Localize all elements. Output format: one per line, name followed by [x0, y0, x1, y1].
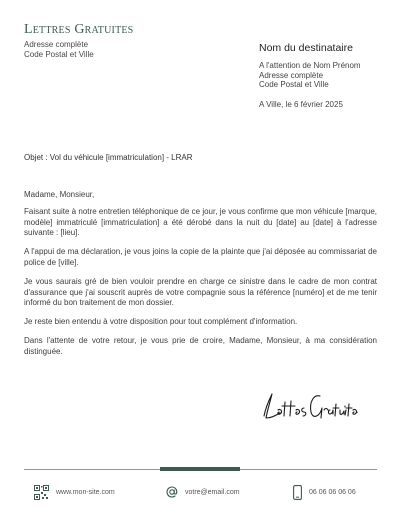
- sender-block: [24, 22, 224, 60]
- handwritten-signature: [258, 388, 358, 424]
- recipient-name: Nom du destinataire: [259, 42, 353, 54]
- footer-website-text[interactable]: www.mon-site.com: [56, 488, 115, 496]
- letter-date: A Ville, le 6 février 2025: [259, 100, 343, 109]
- footer-email: [166, 484, 240, 500]
- sender-postal: Code Postal et Ville: [24, 50, 94, 59]
- recipient-attention: A l'attention de Nom Prénom: [259, 61, 361, 70]
- footer-accent-bar: [160, 467, 240, 471]
- recipient-block: [259, 42, 394, 90]
- sender-address: Adresse complète: [24, 40, 89, 49]
- footer-website: [34, 484, 115, 500]
- at-sign-icon: [166, 486, 178, 498]
- recipient-address: Adresse complète: [259, 70, 324, 80]
- letter-paragraph-2: A l'appui de ma déclaration, je vous joins la copie de la plainte que j'ai déposée au commissariat de police de [ville].: [24, 247, 377, 267]
- letter-paragraph-1: Faisant suite à notre entretien téléphonique de ce jour, je vous confirme que mon véhicule [marque, modèle] immatriculé [immatriculation] a été dérobé dans la nuit du [date] au [date] à l'adresse suivante : [lieu].: [24, 206, 377, 238]
- letter-body: [24, 190, 377, 366]
- letter-paragraph-3: Je vous saurais gré de bien vouloir prendre en charge ce sinistre dans le cadre de mon contrat d'assurance que j'ai souscrit auprès de votre compagnie sous la référence [numéro] et de me tenir informé du bon traitement de mon dossier.: [24, 276, 377, 308]
- letter-object: Objet : Vol du véhicule [immatriculation] - LRAR: [24, 153, 193, 162]
- letter-greeting: Madame, Monsieur,: [24, 190, 95, 199]
- footer-phone-text[interactable]: 06 06 06 06 06: [309, 488, 356, 496]
- phone-icon: [293, 485, 302, 500]
- qr-code-icon: [34, 485, 49, 500]
- recipient-postal: Code Postal et Ville: [259, 80, 329, 89]
- sender-name: Lettres Gratuites: [24, 22, 134, 37]
- footer-email-text[interactable]: votre@email.com: [185, 488, 240, 496]
- letter-paragraph-4: Je reste bien entendu à votre disposition pour tout complément d'information.: [24, 317, 298, 327]
- letter-paragraph-5: Dans l'attente de votre retour, je vous prie de croire, Madame, Monsieur, à ma considération distinguée.: [24, 335, 377, 356]
- footer-phone: [293, 484, 356, 500]
